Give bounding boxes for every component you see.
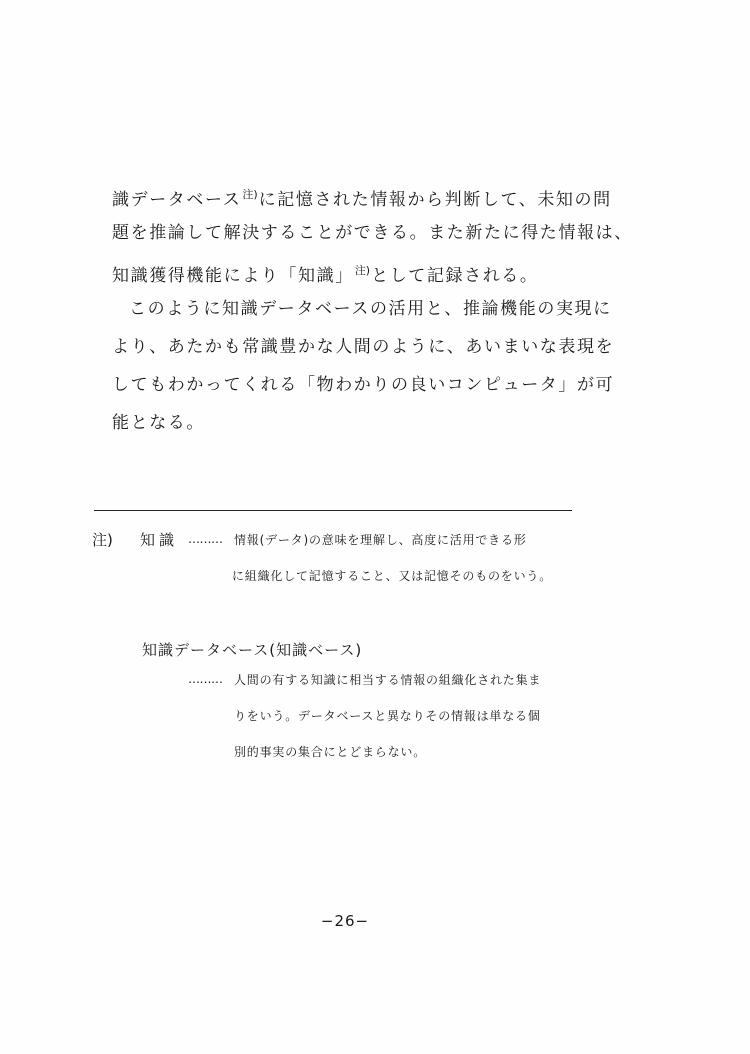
note-definition-line: 別的事実の集合にとどまらない。 (234, 745, 427, 759)
body-text-segment: より、あたかも常識豊かな人間のように、あいまいな表現を (112, 337, 615, 357)
footnote-divider (94, 510, 572, 511)
body-text-segment: してもわかってくれる「物わかりの良いコンピュータ」が可 (112, 375, 615, 395)
note-reference: 注) (242, 188, 258, 201)
note-1-row-2 (92, 562, 612, 636)
body-text-segment: 能となる。 (112, 413, 205, 433)
body-line (112, 328, 615, 366)
note-2-row-4 (92, 738, 612, 774)
note-definition-line: 人間の有する知識に相当する情報の組織化された集ま (234, 673, 542, 687)
body-line (112, 252, 602, 290)
note-term-knowledge: 知識 (140, 531, 179, 549)
note-definition-line: りをいう。データベースと異なりその情報は単なる個 (234, 709, 541, 723)
leader-dots: ……… (188, 532, 223, 546)
note-definition-line: に組織化して記憶すること、又は記憶そのものをいう。 (232, 569, 553, 583)
body-text-segment: として記録される。 (371, 266, 539, 286)
note-term-knowledge-database: 知識データベース(知識ベース) (142, 641, 363, 659)
body-line (112, 214, 633, 252)
body-text-segment: 題を推論して解決することができる。また新たに得た情報は、 (112, 223, 633, 243)
body-text-segment: このように知識データベースの活用と、推論機能の実現に (129, 299, 612, 319)
page-number: −26− (320, 912, 370, 930)
leader-dots: ……… (188, 672, 223, 686)
note-marker: 注) (92, 531, 113, 549)
body-line (112, 290, 612, 328)
note-definition-line: 情報(データ)の意味を理解し、高度に活用できる形 (234, 533, 527, 547)
body-line (112, 366, 615, 404)
body-text (112, 176, 633, 442)
note-2-row-1 (92, 636, 612, 666)
body-text-segment: 知識獲得機能により「知識」 (112, 266, 354, 286)
note-reference: 注) (354, 264, 371, 277)
footnotes (92, 526, 612, 774)
note-2-row-3 (92, 702, 612, 738)
note-2-row-2 (92, 666, 612, 702)
body-line (112, 404, 602, 442)
body-text-segment: 識データベース (112, 190, 242, 210)
note-1-row-1 (92, 526, 612, 562)
body-line (112, 176, 612, 214)
body-text-segment: に記憶された情報から判断して、未知の問 (258, 190, 612, 210)
